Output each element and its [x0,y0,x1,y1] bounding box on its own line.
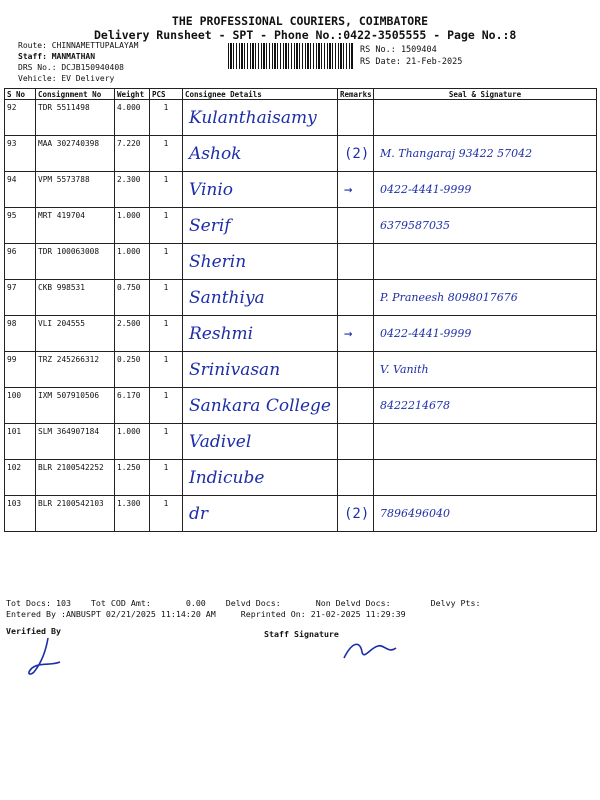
cell-consignment-no [36,352,115,388]
cell-seal-signature [374,280,597,316]
cell-remarks [338,316,374,352]
route-label: Route: CHINNAMETTUPALAYAM [18,41,139,50]
drs-label: DRS No.: DCJB150940408 [18,63,124,72]
table-row [5,280,597,316]
column-header: Consignment No [36,89,115,100]
cell-pcs-text: 1 [163,319,169,328]
remark-mark: → [344,325,353,342]
vehicle-label: Vehicle: EV Delivery [18,74,115,83]
cell-sno [5,280,36,316]
cell-consignment-no [36,424,115,460]
cell-sno-text: 94 [7,175,17,184]
table-header-row [5,89,597,100]
cell-seal-signature [374,316,597,352]
entered-line: Entered By :ANBUSPT 02/21/2025 11:14:20 AM Reprinted On: 21-02-2025 11:29:39 [6,609,406,619]
cell-seal-signature [374,496,597,532]
verifier-signature [20,636,80,680]
cell-weight [115,388,150,424]
cell-sno-text: 98 [7,319,17,328]
cell-pcs [150,208,183,244]
cell-sno [5,172,36,208]
table-row [5,316,597,352]
cell-consignment-no-text: VLI 204555 [38,319,85,328]
cell-weight-text: 0.750 [117,283,141,292]
cell-sno [5,460,36,496]
rs-number: RS No.: 1509404 [360,45,437,55]
cell-consignment-no-text: MAA 302740398 [38,139,100,148]
cell-pcs [150,424,183,460]
cell-weight-text: 6.170 [117,391,141,400]
cell-consignment-no [36,280,115,316]
cell-consignment-no-text: CKB 998531 [38,283,85,292]
cell-pcs-text: 1 [163,283,169,292]
cell-pcs [150,352,183,388]
cell-sno-text: 100 [7,391,22,400]
consignee-handwriting: Srinivasan [189,359,281,380]
cell-pcs [150,388,183,424]
staff-label: Staff: MANMATHAN [18,52,96,61]
seal-handwriting: P. Praneesh 8098017676 [380,291,518,304]
cell-remarks [338,244,374,280]
cell-weight-text: 0.250 [117,355,141,364]
cell-remarks [338,208,374,244]
cell-sno-text: 102 [7,463,22,472]
consignee-handwriting: Santhiya [189,287,265,308]
cell-consignee [183,244,338,280]
cell-pcs-text: 1 [163,211,169,220]
cell-consignee [183,424,338,460]
cell-weight-text: 1.000 [117,211,141,220]
cell-consignee [183,352,338,388]
table-row [5,136,597,172]
cell-weight-text: 1.300 [117,499,141,508]
runsheet-table [4,88,597,532]
cell-seal-signature [374,136,597,172]
cell-remarks [338,388,374,424]
cell-remarks [338,136,374,172]
cell-pcs [150,460,183,496]
cell-sno [5,496,36,532]
cell-pcs [150,280,183,316]
cell-sno-text: 93 [7,139,17,148]
cell-consignment-no [36,244,115,280]
cell-pcs-text: 1 [163,355,169,364]
cell-consignment-no-text: TRZ 245266312 [38,355,100,364]
cell-sno [5,136,36,172]
verified-by-label: Verified By [6,626,61,636]
remark-mark: → [344,181,353,198]
cell-consignment-no [36,496,115,532]
cell-weight [115,244,150,280]
cell-consignment-no [36,172,115,208]
cell-consignment-no-text: TDR 100063008 [38,247,100,256]
cell-remarks [338,496,374,532]
cell-weight [115,280,150,316]
cell-remarks [338,424,374,460]
staff-signature-label: Staff Signature [264,629,339,639]
consignee-handwriting: Vinio [189,179,234,200]
cell-pcs-text: 1 [163,175,169,184]
table-row [5,244,597,280]
table-row [5,208,597,244]
cell-consignee [183,100,338,136]
cell-sno [5,316,36,352]
table-row [5,460,597,496]
cell-consignment-no [36,136,115,172]
cell-weight-text: 1.250 [117,463,141,472]
runsheet-subtitle: Delivery Runsheet - SPT - Phone No.:0422-3505555 - Page No.:8 [94,28,517,42]
column-header: S No [5,89,36,100]
cell-weight-text: 2.500 [117,319,141,328]
cell-weight [115,460,150,496]
cell-seal-signature [374,172,597,208]
consignee-handwriting: Sankara College [189,395,331,416]
consignee-handwriting: Serif [189,215,231,236]
cell-consignment-no [36,208,115,244]
cell-pcs-text: 1 [163,463,169,472]
seal-handwriting: 6379587035 [380,219,450,232]
cell-remarks [338,460,374,496]
cell-weight-text: 2.300 [117,175,141,184]
cell-consignment-no-text: IXM 507910506 [38,391,100,400]
cell-consignee [183,208,338,244]
cell-seal-signature [374,100,597,136]
cell-sno-text: 97 [7,283,17,292]
rs-date: RS Date: 21-Feb-2025 [360,57,463,67]
consignee-handwriting: Indicube [189,467,265,488]
cell-weight [115,352,150,388]
table-row [5,424,597,460]
cell-weight-text: 1.000 [117,247,141,256]
cell-sno-text: 103 [7,499,22,508]
seal-handwriting: 8422214678 [380,399,450,412]
seal-handwriting: 7896496040 [380,507,450,520]
barcode [228,43,354,69]
cell-pcs [150,496,183,532]
cell-pcs [150,100,183,136]
table-row [5,172,597,208]
cell-seal-signature [374,352,597,388]
table-row [5,388,597,424]
cell-consignment-no-text: MRT 419704 [38,211,85,220]
cell-sno-text: 95 [7,211,17,220]
cell-weight [115,424,150,460]
cell-consignment-no-text: VPM 5573788 [38,175,90,184]
company-title: THE PROFESSIONAL COURIERS, COIMBATORE [171,14,429,28]
cell-seal-signature [374,208,597,244]
cell-consignment-no-text: TDR 5511498 [38,103,90,112]
cell-consignee [183,316,338,352]
cell-remarks [338,100,374,136]
cell-weight [115,172,150,208]
cell-consignment-no [36,316,115,352]
column-header: Seal & Signature [374,89,597,100]
cell-sno [5,352,36,388]
seal-handwriting: 0422-4441-9999 [380,183,472,196]
cell-seal-signature [374,424,597,460]
consignee-handwriting: Reshmi [189,323,254,344]
consignee-handwriting: Kulanthaisamy [189,107,317,128]
cell-pcs-text: 1 [163,391,169,400]
cell-sno-text: 99 [7,355,17,364]
cell-seal-signature [374,244,597,280]
cell-pcs-text: 1 [163,103,169,112]
cell-sno [5,100,36,136]
column-header: Remarks [338,89,374,100]
cell-sno-text: 101 [7,427,22,436]
cell-weight [115,136,150,172]
consignee-handwriting: Vadivel [189,431,252,452]
cell-sno [5,424,36,460]
cell-consignee [183,172,338,208]
cell-weight [115,100,150,136]
cell-pcs [150,172,183,208]
cell-sno-text: 96 [7,247,17,256]
cell-consignment-no [36,100,115,136]
cell-weight [115,316,150,352]
cell-pcs-text: 1 [163,247,169,256]
cell-weight-text: 4.000 [117,103,141,112]
seal-handwriting: V. Vanith [380,363,429,376]
seal-handwriting: 0422-4441-9999 [380,327,472,340]
totals-line: Tot Docs: 103 Tot COD Amt: 0.00 Delvd Docs: Non Delvd Docs: Delvy Pts: [6,598,481,608]
cell-pcs [150,244,183,280]
cell-consignee [183,280,338,316]
cell-seal-signature [374,388,597,424]
cell-weight [115,208,150,244]
cell-pcs [150,316,183,352]
cell-sno [5,388,36,424]
cell-consignee [183,496,338,532]
cell-pcs-text: 1 [163,139,169,148]
cell-sno [5,208,36,244]
cell-remarks [338,352,374,388]
table-row [5,352,597,388]
cell-consignment-no-text: BLR 2100542103 [38,499,104,508]
remark-mark: (2) [344,505,370,522]
seal-handwriting: M. Thangaraj 93422 57042 [380,147,533,160]
table-row [5,100,597,136]
column-header: PCS [150,89,183,100]
cell-consignment-no-text: SLM 364907184 [38,427,100,436]
cell-sno [5,244,36,280]
column-header: Consignee Details [183,89,338,100]
consignee-handwriting: Sherin [189,251,247,272]
consignee-handwriting: dr [189,503,209,524]
cell-consignment-no-text: BLR 2100542252 [38,463,104,472]
staff-signature [338,632,408,668]
cell-pcs-text: 1 [163,499,169,508]
cell-remarks [338,172,374,208]
column-header: Weight [115,89,150,100]
remark-mark: (2) [344,145,370,162]
cell-pcs [150,136,183,172]
cell-remarks [338,280,374,316]
cell-consignee [183,460,338,496]
cell-weight-text: 7.220 [117,139,141,148]
cell-consignment-no [36,388,115,424]
cell-consignment-no [36,460,115,496]
cell-sno-text: 92 [7,103,17,112]
cell-seal-signature [374,460,597,496]
cell-consignee [183,388,338,424]
cell-pcs-text: 1 [163,427,169,436]
cell-weight-text: 1.000 [117,427,141,436]
table-row [5,496,597,532]
cell-weight [115,496,150,532]
consignee-handwriting: Ashok [189,143,242,164]
cell-consignee [183,136,338,172]
